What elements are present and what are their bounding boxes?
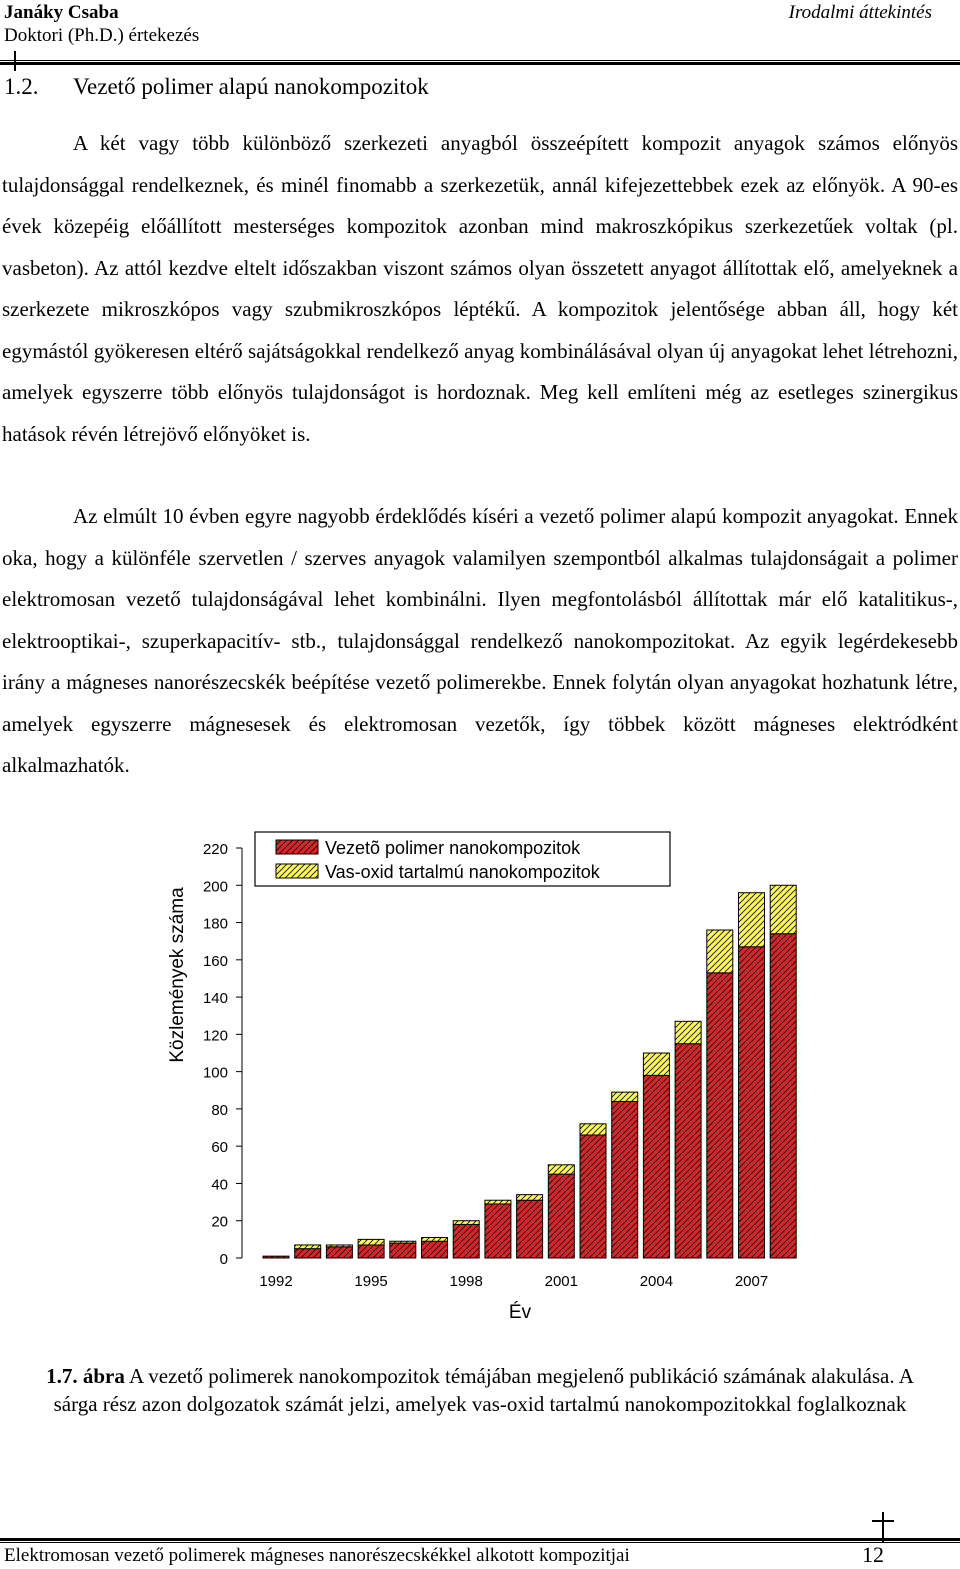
bar-iron-oxide <box>358 1239 384 1245</box>
bar-iron-oxide <box>548 1165 574 1174</box>
y-tick-label: 100 <box>202 1064 228 1082</box>
legend-swatch-yellow <box>276 864 318 878</box>
y-tick-label: 180 <box>202 915 228 933</box>
legend-swatch-red <box>276 840 318 854</box>
y-tick-label: 40 <box>211 1176 228 1194</box>
x-tick-label: 1998 <box>449 1273 483 1290</box>
bar-conducting-polymer <box>295 1249 321 1258</box>
bar-iron-oxide <box>707 930 733 973</box>
figure-caption <box>40 1363 920 1418</box>
paragraph-2-text: Az elmúlt 10 évben egyre nagyobb érdeklődés kíséri a vezető polimer alapú kompozit anyagokat. Ennek oka, hogy a különféle szervetlen / szerves anyagok valamilyen szempontból alkalmas tulajdonságait a polimer elektromosan vezető tulajdonságával lehet kombinálni. Ilyen megfontolásból állítottak már elő katalitikus-, elektrooptikai-, szuperkapacitív- stb., tulajdonsággal rendelkező nanokompozitokat. Az egyik legérdekesebb irány a mágneses nanorészecskék beépítése vezető polimerekbe. Ennek folytán olyan anyagokat hozhatunk létre, amelyek egyszerre mágnesesek és elektromosan vezetők, így többek között mágneses elektródként alkalmazhatók. <box>2 504 958 777</box>
y-tick-label: 60 <box>211 1139 228 1157</box>
bar-iron-oxide <box>485 1200 511 1204</box>
y-tick-label: 20 <box>211 1213 228 1231</box>
x-tick-label: 1995 <box>354 1273 388 1290</box>
y-tick-label: 80 <box>211 1101 228 1119</box>
header-section-name: Irodalmi áttekintés <box>788 2 932 23</box>
y-axis-label: Közlemények száma <box>167 887 188 1063</box>
bar-conducting-polymer <box>548 1174 574 1258</box>
publication-chart <box>150 815 810 1335</box>
section-number: 1.2. <box>4 74 39 99</box>
bar-iron-oxide <box>612 1092 638 1101</box>
legend-entry-label: Vezetõ polimer nanokompozitok <box>325 838 581 858</box>
bar-iron-oxide <box>295 1245 321 1249</box>
header-author: Janáky Csaba <box>4 2 119 23</box>
bar-iron-oxide <box>326 1245 352 1247</box>
y-tick-label: 220 <box>202 841 228 858</box>
bar-conducting-polymer <box>263 1256 289 1258</box>
bar-conducting-polymer <box>517 1200 543 1258</box>
y-tick-label: 140 <box>202 990 228 1008</box>
header-subtitle: Doktori (Ph.D.) értekezés <box>4 25 200 46</box>
y-tick-label: 160 <box>202 952 228 970</box>
page-number: 12 <box>862 1542 884 1567</box>
bar-iron-oxide <box>739 893 765 947</box>
footer-title: Elektromosan vezető polimerek mágneses nanorészecskékkel alkotott kompozitjai <box>4 1545 630 1566</box>
bar-conducting-polymer <box>390 1243 416 1258</box>
y-tick-label: 0 <box>219 1251 228 1268</box>
figure-caption-label: 1.7. ábra <box>46 1364 125 1388</box>
header-rule <box>0 60 960 65</box>
x-tick-label: 2007 <box>734 1273 769 1290</box>
legend-entry-label: Vas-oxid tartalmú nanokompozitok <box>325 862 600 882</box>
x-tick-label: 2001 <box>544 1273 578 1290</box>
bar-conducting-polymer <box>707 973 733 1258</box>
section-heading <box>4 74 429 100</box>
bar-iron-oxide <box>643 1053 669 1075</box>
bar-iron-oxide <box>390 1241 416 1243</box>
chart-svg <box>150 815 810 1335</box>
figure-caption-text: A vezető polimerek nanokompozitok témájában megjelenő publikáció számának alakulása. A sárga rész azon dolgozatok számát jelzi, amelyek vas-oxid tartalmú nanokompozitokkal foglalkoznak <box>53 1364 914 1416</box>
paragraph-1 <box>2 123 958 455</box>
paragraph-1-text: A két vagy több különböző szerkezeti anyagból összeépített kompozit anyagok számos előnyös tulajdonsággal rendelkeznek, és minél finomabb a szerkezetük, annál kifejezettebbek ezek az előnyök. A 90-es évek közepéig előállított mesterséges kompozitok azonban mind makroszkópikus szerkezetűek voltak (pl. vasbeton). Az attól kezdve eltelt időszakban viszont számos olyan összetett anyagot állítottak elő, amelyeknek a szerkezete mikroszkópos vagy szubmikroszkópos léptékű. A kompozitok jelentősége abban áll, hogy két egymástól gyökeresen eltérő sajátságokkal rendelkező anyag kombinálásával olyan új anyagokat lehet létrehozni, amelyek egyszerre több előnyös tulajdonságot is hordoznak. Meg kell említeni még az esetleges szinergikus hatások révén létrejövő előnyöket is. <box>2 131 958 446</box>
bar-iron-oxide <box>675 1021 701 1043</box>
bar-iron-oxide <box>770 885 796 933</box>
bar-conducting-polymer <box>612 1101 638 1258</box>
footer-rule-mark <box>882 1512 884 1542</box>
bar-conducting-polymer <box>326 1247 352 1258</box>
bar-conducting-polymer <box>422 1241 448 1258</box>
paragraph-2 <box>2 496 958 787</box>
bar-conducting-polymer <box>675 1044 701 1258</box>
bar-iron-oxide <box>580 1124 606 1135</box>
y-tick-label: 200 <box>202 878 228 896</box>
bar-conducting-polymer <box>485 1204 511 1258</box>
y-tick-label: 120 <box>202 1027 228 1045</box>
bar-conducting-polymer <box>453 1224 479 1258</box>
bar-conducting-polymer <box>643 1075 669 1258</box>
footer-rule <box>0 1538 960 1543</box>
x-tick-label: 1992 <box>259 1273 293 1290</box>
bar-conducting-polymer <box>358 1245 384 1258</box>
bar-conducting-polymer <box>770 934 796 1258</box>
bar-iron-oxide <box>453 1221 479 1225</box>
bar-conducting-polymer <box>739 947 765 1258</box>
bar-iron-oxide <box>422 1238 448 1242</box>
x-tick-label: 2004 <box>639 1273 674 1290</box>
bar-iron-oxide <box>517 1195 543 1201</box>
bar-conducting-polymer <box>580 1135 606 1258</box>
section-title: Vezető polimer alapú nanokompozitok <box>73 74 429 99</box>
x-axis-label: Év <box>508 1302 532 1323</box>
header-rule-mark <box>14 51 16 71</box>
footer-rule-mark-horizontal <box>872 1520 894 1522</box>
